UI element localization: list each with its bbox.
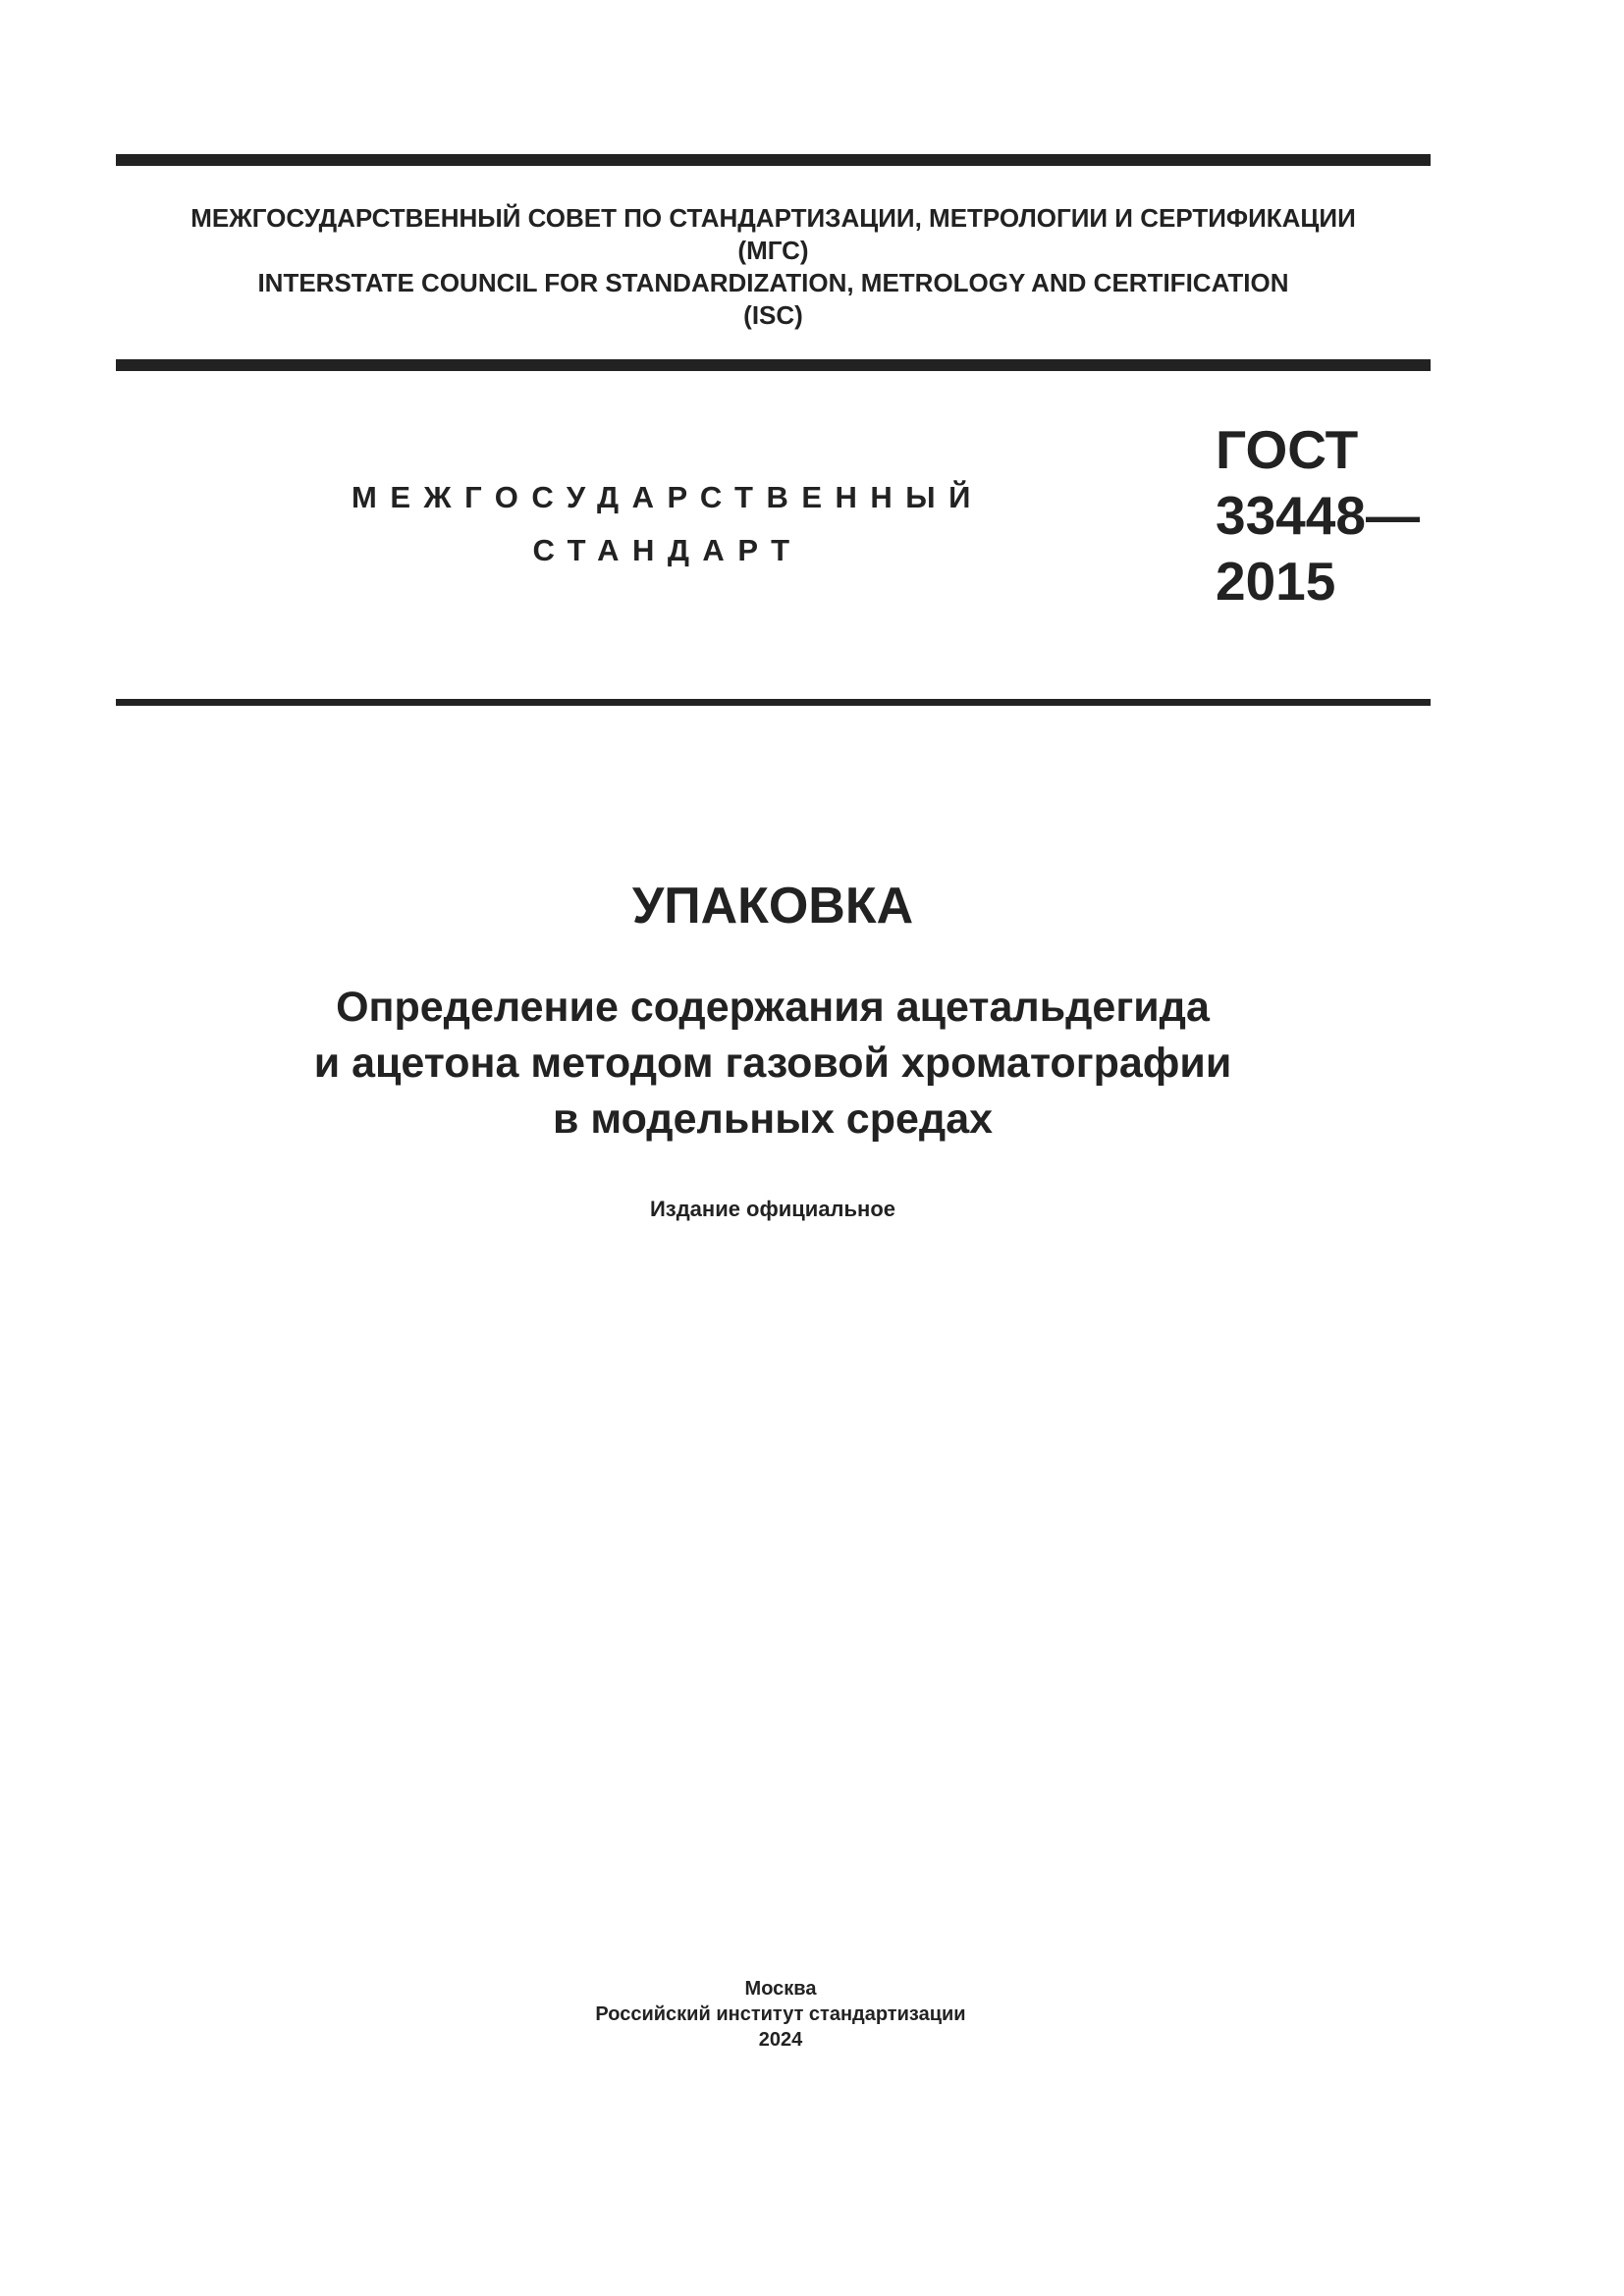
edition-note: Издание официальное bbox=[649, 1197, 896, 1221]
standard-number: 33448— bbox=[1216, 485, 1420, 546]
header-rule bbox=[116, 359, 1431, 371]
standard-prefix: ГОСТ bbox=[1216, 419, 1359, 480]
document-subtitle bbox=[0, 980, 1545, 1148]
subtitle-line: в модельных средах bbox=[552, 1095, 994, 1143]
imprint-city: Москва bbox=[744, 1978, 817, 2000]
council-name-ru: МЕЖГОСУДАРСТВЕННЫЙ СОВЕТ ПО СТАНДАРТИЗАЦИИ, МЕТРОЛОГИИ И СЕРТИФИКАЦИИ bbox=[190, 203, 1356, 233]
subtitle-line: и ацетона методом газовой хроматографии bbox=[313, 1040, 1232, 1087]
standard-kind bbox=[334, 471, 1001, 577]
council-header bbox=[116, 202, 1431, 332]
imprint-publisher: Российский институт стандартизации bbox=[595, 2003, 966, 2025]
standard-kind-line-1: МЕЖГОСУДАРСТВЕННЫЙ bbox=[352, 480, 984, 514]
standard-kind-line-2: СТАНДАРТ bbox=[532, 533, 803, 567]
document-title: УПАКОВКА bbox=[631, 878, 914, 934]
council-name-en: INTERSTATE COUNCIL FOR STANDARDIZATION, METROLOGY AND CERTIFICATION bbox=[257, 268, 1289, 297]
council-abbr-ru: (МГС) bbox=[737, 236, 809, 265]
imprint-year: 2024 bbox=[758, 2029, 803, 2051]
subtitle-line: Определение содержания ацетальдегида bbox=[336, 984, 1210, 1031]
standard-year: 2015 bbox=[1216, 551, 1336, 612]
section-rule bbox=[116, 699, 1431, 706]
standard-designation bbox=[1216, 417, 1420, 614]
council-abbr-en: (ISC) bbox=[743, 300, 803, 330]
imprint bbox=[0, 1976, 1561, 2053]
top-rule bbox=[116, 154, 1431, 166]
